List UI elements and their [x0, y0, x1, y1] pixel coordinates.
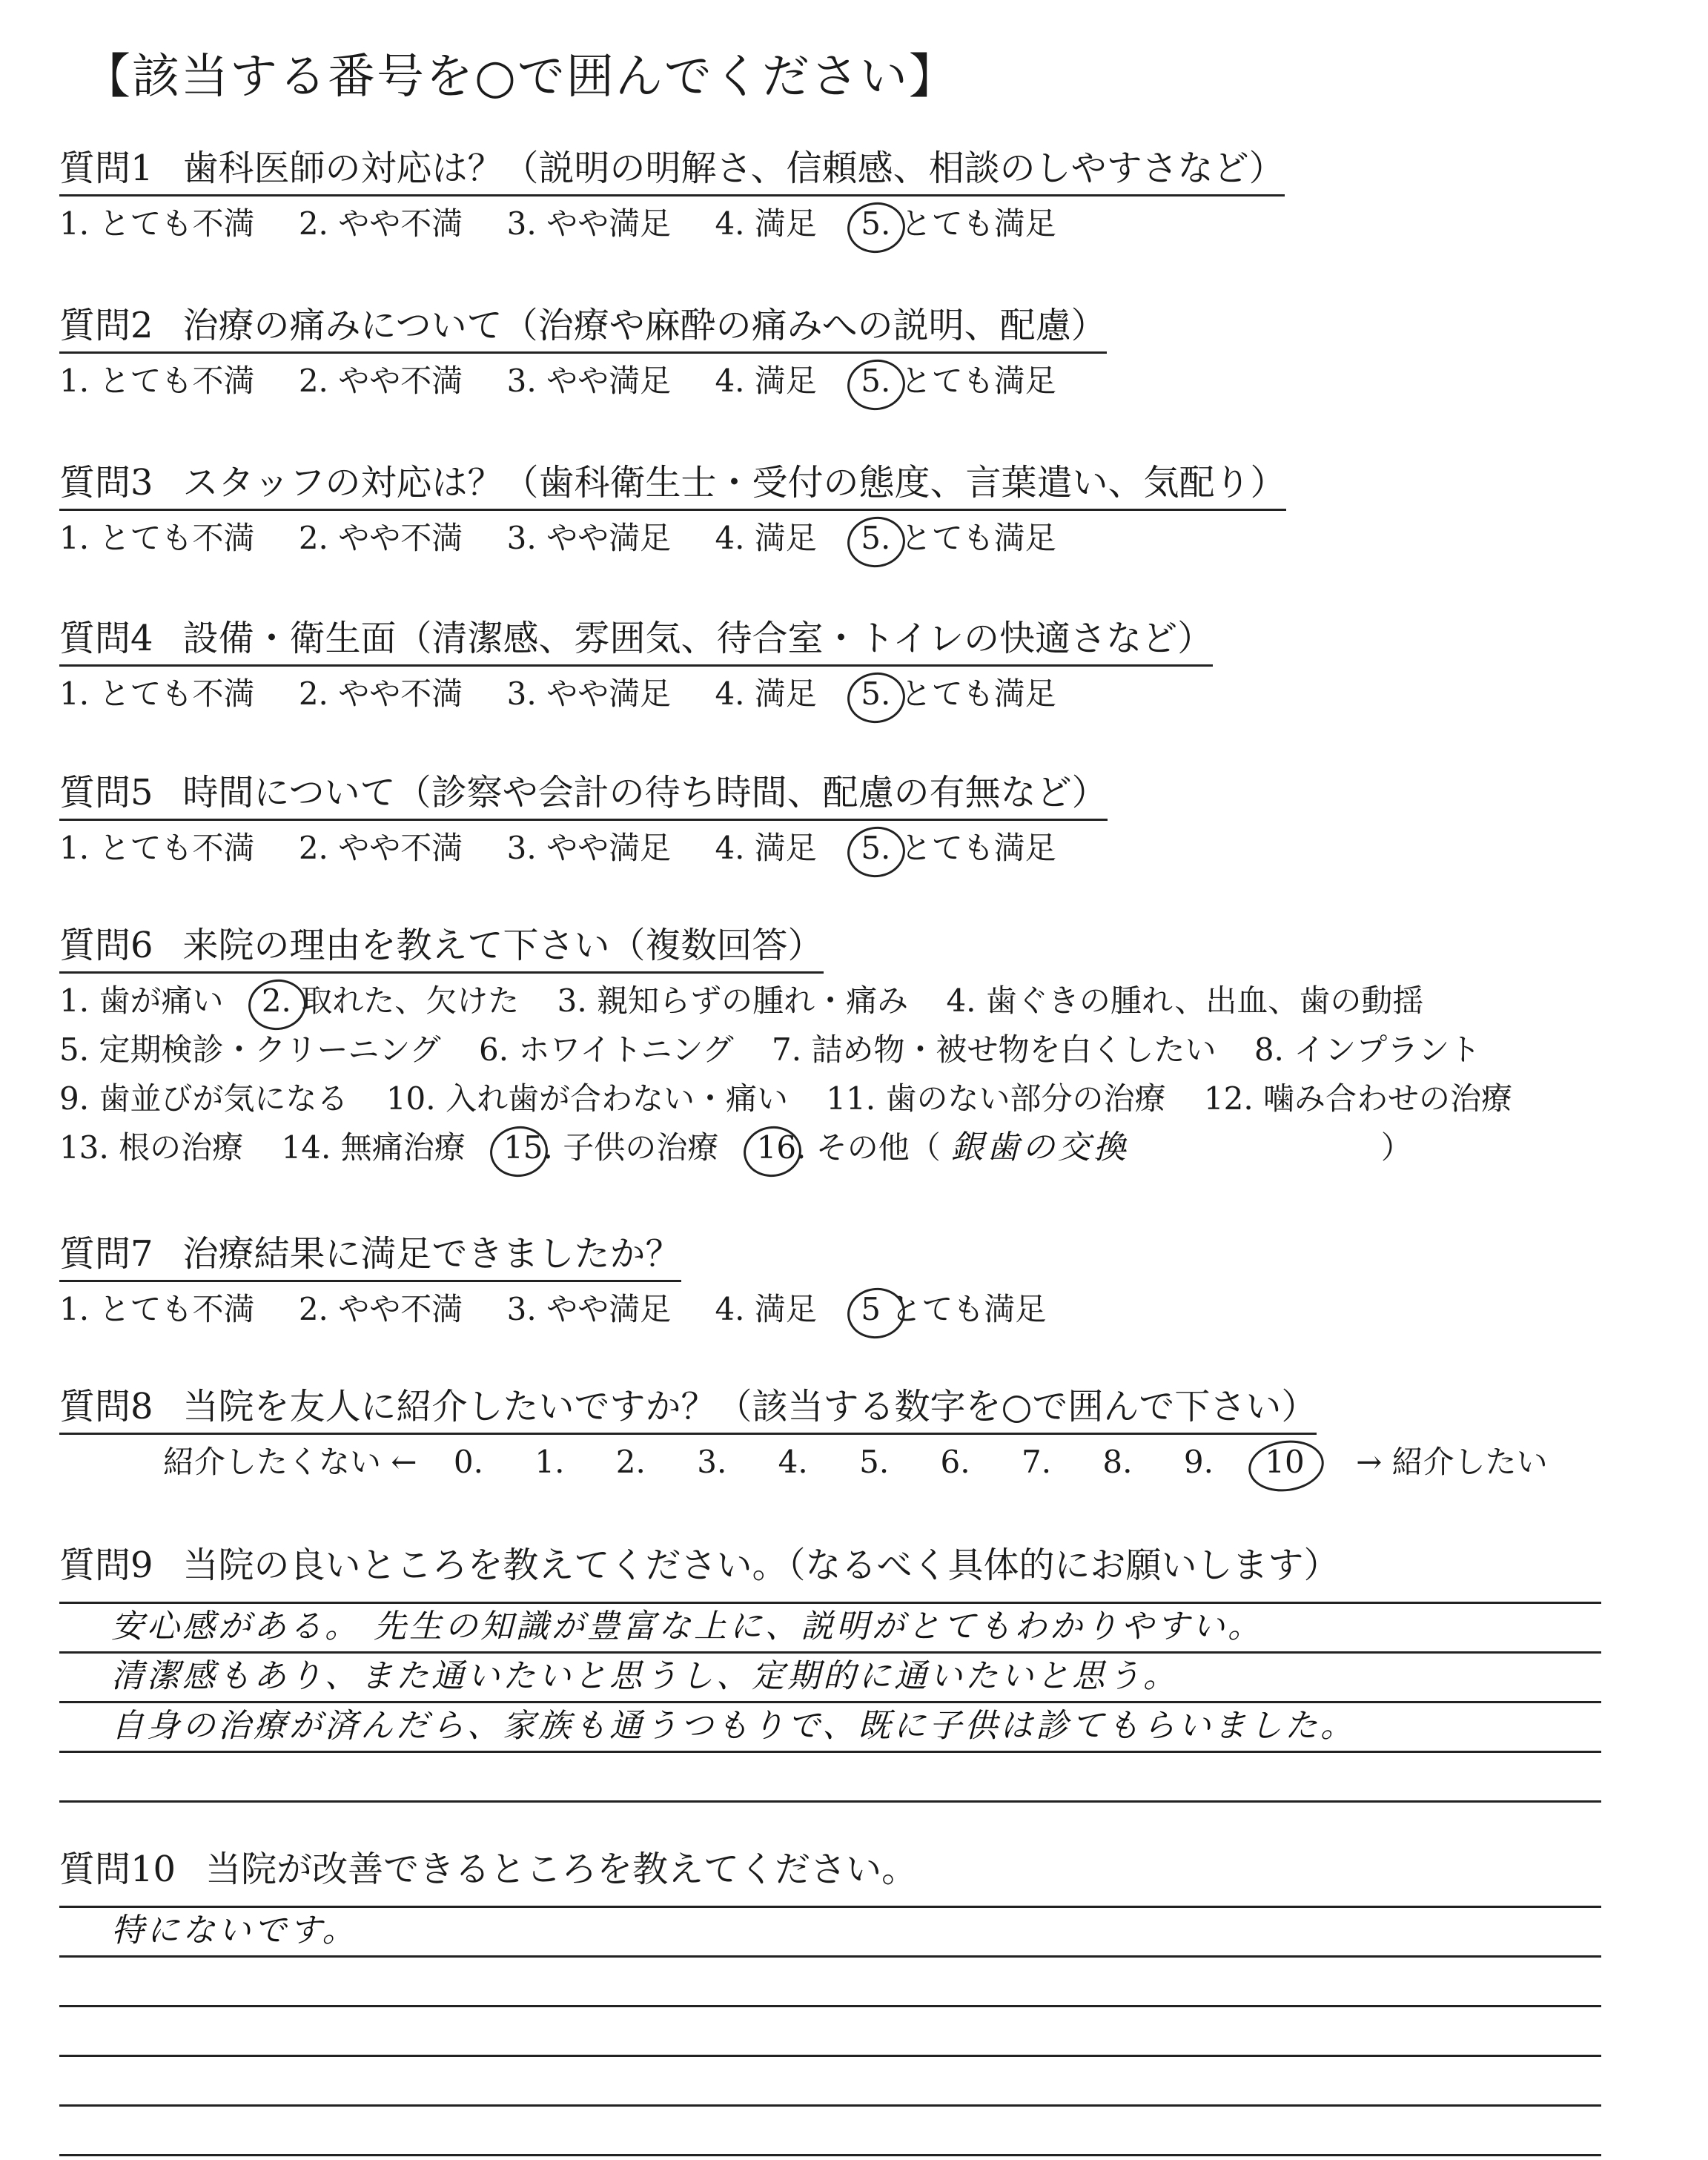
answer-options [59, 358, 1107, 404]
scale-left-label: 紹介したくない ← [163, 1444, 417, 1480]
q9-answer-line-3[interactable]: 自身の治療が済んだら、家族も通うつもりで、既に子供は診てもらいました。 [59, 1703, 1601, 1753]
question-number: 質問2 [59, 305, 153, 346]
reason-16-selected[interactable]: 16. その他（ 銀歯の交換 ） [756, 1129, 1412, 1166]
option-2[interactable]: 2. やや不満 [298, 1291, 463, 1327]
reason-10[interactable]: 10. 入れ歯が合わない・痛い [385, 1080, 788, 1117]
question-text: 治療の痛みについて（治療や麻酔の痛みへの説明、配慮） [182, 305, 1107, 346]
question-10 [59, 1846, 917, 1895]
question-number: 質問3 [59, 462, 153, 503]
answer-options [59, 825, 1108, 871]
scale-7[interactable]: 7. [1021, 1444, 1052, 1480]
answer-options [59, 201, 1285, 247]
scale-2[interactable]: 2. [615, 1444, 646, 1480]
question-heading [59, 1231, 681, 1282]
option-3[interactable]: 3. やや満足 [506, 205, 672, 242]
question-text: 当院が改善できるところを教えてください。 [205, 1849, 918, 1890]
reason-9[interactable]: 9. 歯並びが気になる [59, 1080, 348, 1117]
question-heading [59, 615, 1213, 667]
reason-2-selected[interactable]: 2. 取れた、欠けた [261, 982, 520, 1019]
option-1[interactable]: 1. とても不満 [59, 205, 255, 242]
question-7 [59, 1231, 1080, 1332]
q10-answer-line-3[interactable] [59, 2007, 1601, 2057]
reason-11[interactable]: 11. 歯のない部分の治療 [826, 1080, 1166, 1117]
answer-options [59, 671, 1213, 717]
scale-0[interactable]: 0. [453, 1444, 483, 1480]
question-number: 質問5 [59, 772, 153, 813]
q9-answer-line-4[interactable] [59, 1753, 1601, 1803]
option-4[interactable]: 4. 満足 [715, 363, 817, 399]
question-5 [59, 770, 1108, 871]
q10-answer-line-2[interactable] [59, 1958, 1601, 2007]
reason-options [59, 978, 1540, 1171]
q10-answer-area[interactable] [59, 1906, 1601, 2156]
reason-13[interactable]: 13. 根の治療 [59, 1129, 244, 1166]
reason-3[interactable]: 3. 親知らずの腫れ・痛み [557, 982, 909, 1019]
q9-answer-line-2[interactable]: 清潔感もあり、また通いたいと思うし、定期的に通いたいと思う。 [59, 1654, 1601, 1703]
reason-7[interactable]: 7. 詰め物・被せ物を白くしたい [772, 1031, 1217, 1068]
option-3[interactable]: 3. やや満足 [506, 676, 672, 712]
scale-10-selected[interactable]: 10 [1265, 1444, 1305, 1480]
reason-15-selected[interactable]: 15. 子供の治療 [503, 1129, 719, 1166]
question-4 [59, 615, 1213, 717]
option-2[interactable]: 2. やや不満 [298, 830, 463, 866]
option-5-selected[interactable]: 5. とても満足 [861, 363, 1056, 399]
other-answer-handwritten[interactable]: 銀歯の交換 [950, 1129, 1129, 1166]
question-3 [59, 460, 1286, 561]
option-1[interactable]: 1. とても不満 [59, 520, 255, 556]
question-heading [59, 922, 824, 974]
option-3[interactable]: 3. やや満足 [506, 520, 672, 556]
option-5-selected[interactable]: 5. とても満足 [861, 520, 1056, 556]
question-heading [59, 303, 1107, 354]
option-1[interactable]: 1. とても不満 [59, 363, 255, 399]
scale-right-label: → 紹介したい [1356, 1444, 1548, 1480]
question-1 [59, 145, 1285, 247]
question-heading [59, 145, 1285, 196]
option-5-selected[interactable]: 5 とても満足 [861, 1291, 1047, 1327]
option-4[interactable]: 4. 満足 [715, 676, 817, 712]
q10-answer-line-4[interactable] [59, 2057, 1601, 2107]
q10-answer-line-1[interactable]: 特にないです。 [59, 1908, 1601, 1958]
question-heading [59, 1384, 1317, 1435]
reason-row [59, 1125, 1540, 1171]
option-4[interactable]: 4. 満足 [715, 1291, 817, 1327]
reason-row [59, 1027, 1540, 1073]
option-5-selected[interactable]: 5. とても満足 [861, 676, 1056, 712]
option-5-selected[interactable]: 5. とても満足 [861, 830, 1056, 866]
scale-6[interactable]: 6. [940, 1444, 970, 1480]
option-2[interactable]: 2. やや不満 [298, 676, 463, 712]
scale-9[interactable]: 9. [1183, 1444, 1214, 1480]
other-close-paren: ） [1380, 1129, 1412, 1166]
option-3[interactable]: 3. やや満足 [506, 1291, 672, 1327]
question-text: 当院を友人に紹介したいですか？（該当する数字を○で囲んで下さい） [182, 1386, 1317, 1427]
scale-8[interactable]: 8. [1102, 1444, 1133, 1480]
question-text: 当院の良いところを教えてください。（なるべく具体的にお願いします） [182, 1545, 1340, 1586]
question-heading [59, 460, 1286, 511]
question-8 [59, 1384, 1548, 1485]
question-number: 質問1 [59, 148, 153, 189]
option-4[interactable]: 4. 満足 [715, 205, 817, 242]
question-2 [59, 303, 1107, 404]
reason-5[interactable]: 5. 定期検診・クリーニング [59, 1031, 441, 1068]
option-3[interactable]: 3. やや満足 [506, 363, 672, 399]
answer-options [59, 1287, 1080, 1332]
option-4[interactable]: 4. 満足 [715, 520, 817, 556]
option-4[interactable]: 4. 満足 [715, 830, 817, 866]
question-number: 質問7 [59, 1233, 153, 1275]
question-number: 質問8 [59, 1386, 153, 1427]
question-number: 質問6 [59, 925, 153, 966]
option-2[interactable]: 2. やや不満 [298, 520, 463, 556]
answer-options [59, 515, 1286, 561]
reason-4[interactable]: 4. 歯ぐきの腫れ、出血、歯の動揺 [946, 982, 1424, 1019]
q9-answer-line-1[interactable]: 安心感がある。 先生の知識が豊富な上に、説明がとてもわかりやすい。 [59, 1604, 1601, 1654]
option-1[interactable]: 1. とても不満 [59, 830, 255, 866]
recommend-scale [59, 1439, 1548, 1485]
reason-row [59, 1076, 1540, 1122]
reason-row [59, 978, 1540, 1024]
question-heading [59, 770, 1108, 821]
question-text: 設備・衛生面（清潔感、雰囲気、待合室・トイレの快適さなど） [182, 618, 1214, 659]
reason-6[interactable]: 6. ホワイトニング [478, 1031, 734, 1068]
scale-3[interactable]: 3. [697, 1444, 727, 1480]
question-text: 時間について（診察や会計の待ち時間、配慮の有無など） [182, 772, 1108, 813]
question-text: 来院の理由を教えて下さい（複数回答） [182, 925, 824, 966]
reason-14[interactable]: 14. 無痛治療 [281, 1129, 466, 1166]
page-title: 【該当する番号を○で囲んでください】 [83, 50, 958, 105]
option-1[interactable]: 1. とても不満 [59, 1291, 255, 1327]
option-3[interactable]: 3. やや満足 [506, 830, 672, 866]
option-5-selected[interactable]: 5. とても満足 [861, 205, 1056, 242]
option-1[interactable]: 1. とても不満 [59, 676, 255, 712]
question-number: 質問10 [59, 1849, 176, 1890]
reason-1[interactable]: 1. 歯が痛い [59, 982, 224, 1019]
question-text: 歯科医師の対応は？（説明の明解さ、信頼感、相談のしやすさなど） [182, 148, 1285, 189]
scale-5[interactable]: 5. [859, 1444, 890, 1480]
reason-12[interactable]: 12. 噛み合わせの治療 [1203, 1080, 1513, 1117]
q9-answer-area[interactable] [59, 1602, 1601, 1803]
question-text: スタッフの対応は？（歯科衛生士・受付の態度、言葉遣い、気配り） [182, 462, 1286, 503]
question-number: 質問9 [59, 1545, 153, 1586]
scale-1[interactable]: 1. [534, 1444, 565, 1480]
scale-4[interactable]: 4. [778, 1444, 808, 1480]
question-number: 質問4 [59, 618, 153, 659]
question-heading [59, 1542, 1340, 1591]
question-9 [59, 1542, 1340, 1591]
q10-answer-line-5[interactable] [59, 2107, 1601, 2156]
reason-8[interactable]: 8. インプラント [1254, 1031, 1481, 1068]
question-heading [59, 1846, 917, 1895]
question-text: 治療結果に満足できましたか？ [182, 1233, 681, 1275]
question-6 [59, 922, 1540, 1174]
option-2[interactable]: 2. やや不満 [298, 363, 463, 399]
option-2[interactable]: 2. やや不満 [298, 205, 463, 242]
